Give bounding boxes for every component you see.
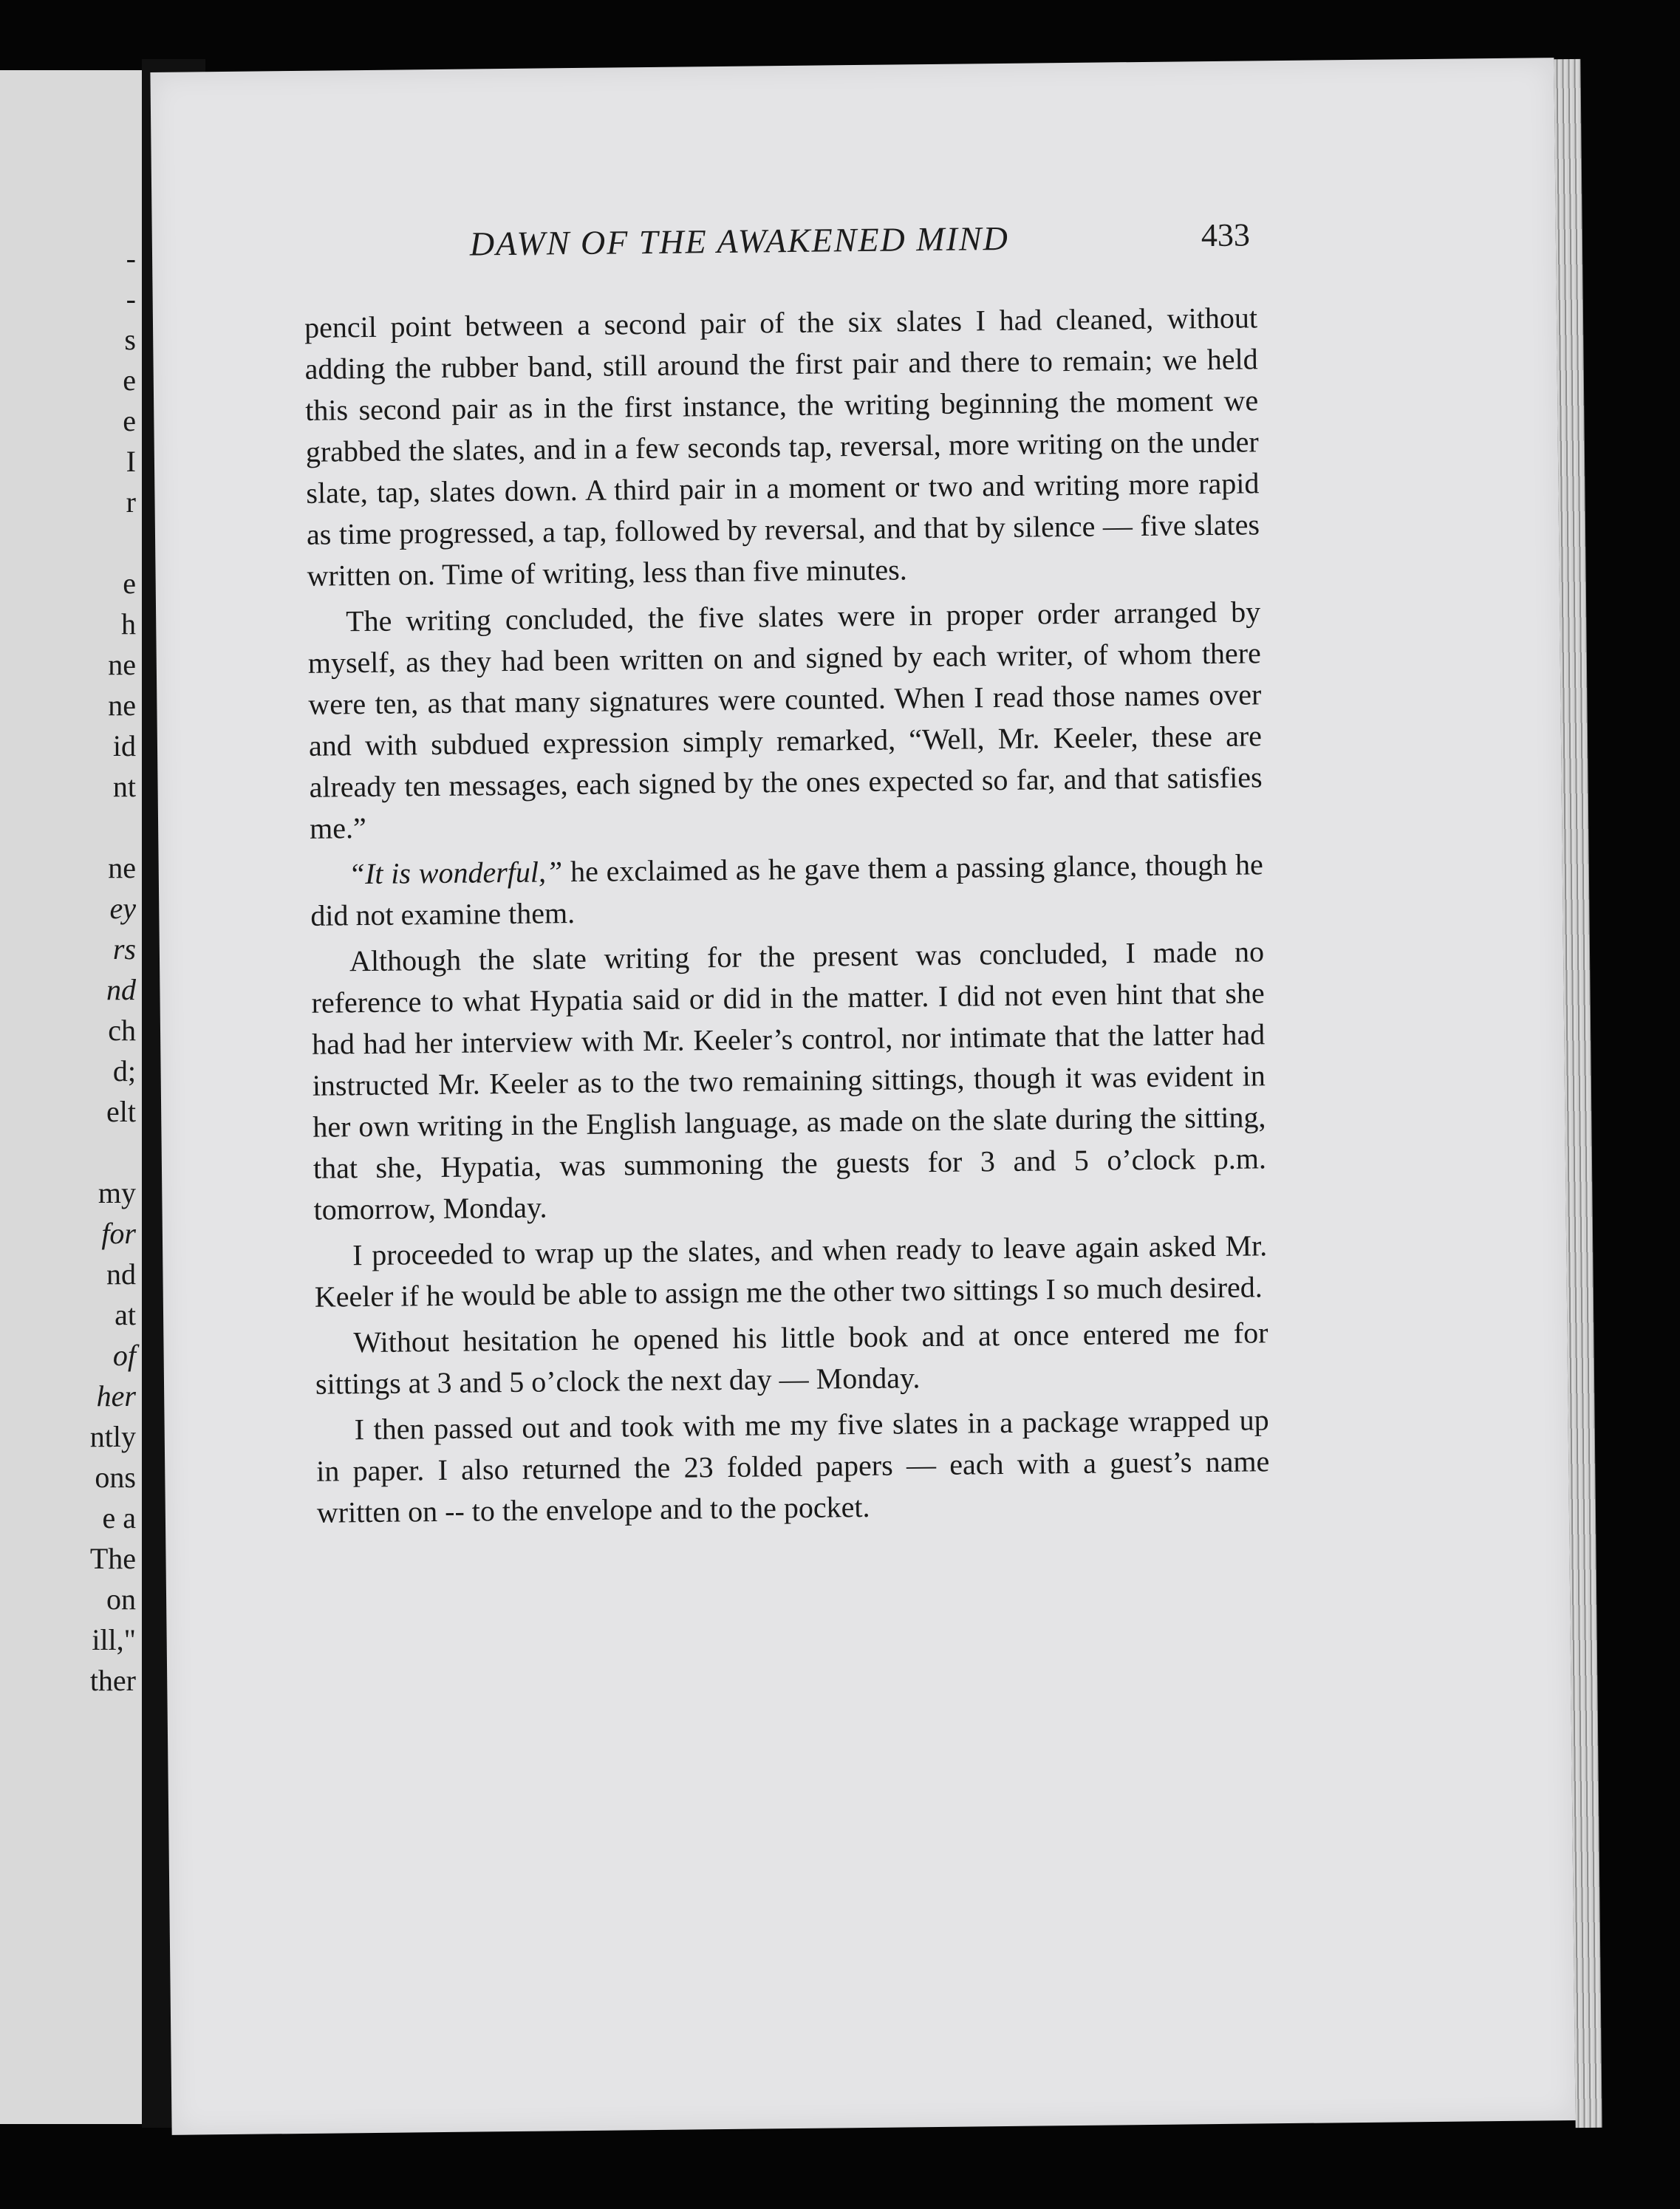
book-page: [150, 58, 1575, 2135]
facing-page-line-fragment: d;: [112, 1054, 136, 1088]
italic-quote: “It is wonderful,”: [348, 855, 563, 891]
facing-page-line-fragment: for: [101, 1217, 136, 1250]
paragraph: [314, 1225, 1268, 1318]
facing-page-line-fragment: I: [126, 445, 136, 478]
paragraph-text: Although the slate writing for the present was concluded, I made no reference to what Hypatia said or did in the matter. I did not even hint that she had had her interview with Mr. Keeler’s control, nor intimate that the latter had instructed Mr. Keeler as to the two remaining sittings, though it was evident in her own writing in the English language, as made on the slate during the sitting, that she, Hypatia, was summoning the guests for 3 and 5 o’clock p.m. tomorrow, Monday.: [311, 935, 1267, 1226]
facing-page-line-fragment: ill,": [92, 1623, 136, 1656]
facing-page-fragment: [0, 70, 142, 2124]
facing-page-line-fragment: e: [123, 404, 136, 437]
facing-page-line-fragment: at: [115, 1298, 136, 1331]
paragraph: [304, 297, 1260, 596]
facing-page-line-fragment: ntly: [89, 1420, 136, 1453]
body-text: [304, 297, 1270, 1537]
facing-page-line-fragment: ons: [95, 1461, 136, 1494]
paragraph-text: he exclaimed as he gave them a passing glance, though he did not examine them.: [310, 847, 1263, 932]
facing-page-line-fragment: rs: [112, 932, 136, 966]
paragraph: [310, 844, 1264, 937]
facing-page-line-fragment: ne: [108, 648, 136, 681]
facing-page-line-fragment: id: [112, 729, 136, 762]
paragraph: [315, 1312, 1268, 1405]
facing-page-line-fragment: ther: [89, 1664, 136, 1697]
paragraph-text: I proceeded to wrap up the slates, and when ready to leave again asked Mr. Keeler if he would be able to assign me the other two sittings I so much desired.: [314, 1229, 1268, 1314]
facing-page-line-fragment: r: [126, 485, 136, 519]
facing-page-line-fragment: elt: [106, 1095, 136, 1128]
facing-page-line-fragment: ch: [108, 1014, 136, 1047]
page-number: 433: [1201, 216, 1251, 254]
paragraph-text: I then passed out and took with me my five slates in a package wrapped up in paper. I also returned the 23 folded papers — each with a guest’s name written on -- to the envelope and to the pocket.: [316, 1403, 1270, 1529]
facing-page-line-fragment: her: [96, 1379, 136, 1413]
paragraph: [307, 591, 1263, 849]
facing-page-line-fragment: h: [121, 607, 136, 641]
facing-page-line-fragment: -: [126, 242, 136, 275]
facing-page-line-fragment: nt: [112, 770, 136, 803]
running-head: DAWN OF THE AWAKENED MIND: [469, 219, 1010, 263]
facing-page-line-fragment: ey: [109, 892, 136, 925]
facing-page-line-fragment: ne: [108, 689, 136, 722]
facing-page-line-fragment: nd: [106, 973, 136, 1006]
facing-page-line-fragment: s: [124, 323, 136, 356]
facing-page-line-fragment: e: [123, 363, 136, 397]
facing-page-line-fragment: nd: [106, 1257, 136, 1291]
facing-page-line-fragment: my: [98, 1176, 136, 1209]
paragraph-text: Without hesitation he opened his little book and at once entered me for sittings at 3 and 5 o’clock the next day — Monday.: [315, 1316, 1268, 1401]
facing-page-line-fragment: of: [112, 1339, 136, 1372]
facing-page-line-fragment: ne: [108, 851, 136, 884]
paragraph-text: pencil point between a second pair of the six slates I had cleaned, without adding the rubber band, still around the first pair and there to remain; we held this second pair as in the first instance, the writing beginning the moment we grabbed the slates, and in a few seconds tap, reversal, more writing on the under slate, tap, slates down. A third pair in a moment or two and writing more rapid as time progressed, a tap, followed by reversal, and that by silence — five slates written on. Time of writing, less than five minutes.: [304, 301, 1260, 593]
facing-page-line-fragment: on: [106, 1583, 136, 1616]
facing-page-line-fragment: The: [89, 1542, 136, 1575]
paragraph: [315, 1399, 1270, 1533]
paragraph-text: The writing concluded, the five slates were in proper order arranged by myself, as they had been written on and signed by each writer, of whom there were ten, as that many signatures were counted. When I read those names over and with subdued expression simply remarked, “Well, Mr. Keeler, these are already ten messages, each signed by the ones expected so far, and that satisfies me.”: [307, 595, 1263, 845]
facing-page-line-fragment: -: [126, 282, 136, 315]
facing-page-line-fragment: e: [123, 567, 136, 600]
paragraph: [311, 931, 1267, 1230]
facing-page-line-fragment: e a: [102, 1501, 136, 1534]
